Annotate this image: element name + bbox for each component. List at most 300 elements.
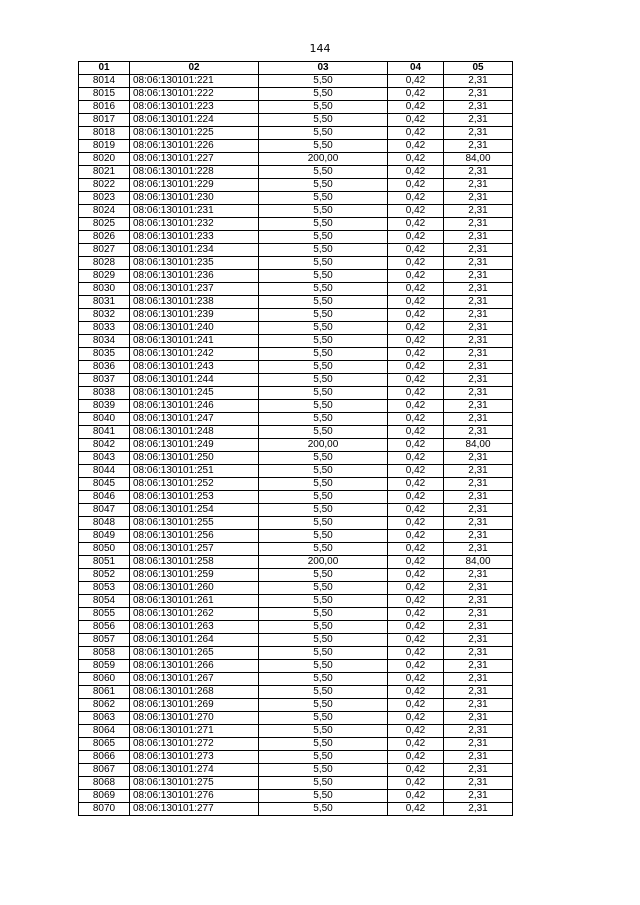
table-cell: 2,31 — [444, 777, 513, 790]
table-row — [79, 335, 513, 348]
table-cell: 0,42 — [388, 244, 444, 257]
table-cell: 0,42 — [388, 179, 444, 192]
table-cell: 0,42 — [388, 361, 444, 374]
table-row — [79, 582, 513, 595]
table-cell: 2,31 — [444, 673, 513, 686]
table-cell: 0,42 — [388, 699, 444, 712]
table-row — [79, 88, 513, 101]
table-row — [79, 530, 513, 543]
table-cell: 0,42 — [388, 660, 444, 673]
table-cell: 0,42 — [388, 166, 444, 179]
table-cell: 5,50 — [259, 608, 388, 621]
table-row — [79, 699, 513, 712]
table-cell: 0,42 — [388, 127, 444, 140]
table-cell: 5,50 — [259, 374, 388, 387]
table-cell: 84,00 — [444, 556, 513, 569]
table-cell: 0,42 — [388, 465, 444, 478]
table-cell: 0,42 — [388, 530, 444, 543]
table-cell: 8069 — [79, 790, 130, 803]
data-table — [78, 61, 513, 816]
table-cell: 0,42 — [388, 348, 444, 361]
column-header: 02 — [130, 62, 259, 75]
table-cell: 08:06:130101:277 — [130, 803, 259, 816]
table-cell: 08:06:130101:265 — [130, 647, 259, 660]
table-cell: 8023 — [79, 192, 130, 205]
table-cell: 08:06:130101:246 — [130, 400, 259, 413]
table-cell: 0,42 — [388, 621, 444, 634]
table-cell: 0,42 — [388, 725, 444, 738]
table-cell: 08:06:130101:234 — [130, 244, 259, 257]
table-cell: 5,50 — [259, 400, 388, 413]
table-cell: 5,50 — [259, 75, 388, 88]
table-cell: 8032 — [79, 309, 130, 322]
table-cell: 2,31 — [444, 764, 513, 777]
table-cell: 5,50 — [259, 686, 388, 699]
table-cell: 5,50 — [259, 569, 388, 582]
table-cell: 2,31 — [444, 75, 513, 88]
table-row — [79, 517, 513, 530]
table-cell: 8056 — [79, 621, 130, 634]
table-row — [79, 153, 513, 166]
table-cell: 8046 — [79, 491, 130, 504]
table-cell: 8027 — [79, 244, 130, 257]
table-cell: 8021 — [79, 166, 130, 179]
table-row — [79, 621, 513, 634]
table-cell: 2,31 — [444, 517, 513, 530]
table-row — [79, 478, 513, 491]
table-cell: 0,42 — [388, 88, 444, 101]
table-cell: 08:06:130101:259 — [130, 569, 259, 582]
table-cell: 0,42 — [388, 569, 444, 582]
table-cell: 2,31 — [444, 361, 513, 374]
table-cell: 0,42 — [388, 153, 444, 166]
table-cell: 5,50 — [259, 166, 388, 179]
table-cell: 08:06:130101:255 — [130, 517, 259, 530]
table-cell: 08:06:130101:240 — [130, 322, 259, 335]
table-cell: 5,50 — [259, 582, 388, 595]
table-row — [79, 361, 513, 374]
table-cell: 8064 — [79, 725, 130, 738]
table-cell: 2,31 — [444, 803, 513, 816]
table-cell: 8048 — [79, 517, 130, 530]
table-cell: 5,50 — [259, 231, 388, 244]
table-cell: 8070 — [79, 803, 130, 816]
table-row — [79, 673, 513, 686]
table-row — [79, 75, 513, 88]
table-cell: 08:06:130101:225 — [130, 127, 259, 140]
table-row — [79, 309, 513, 322]
table-cell: 08:06:130101:224 — [130, 114, 259, 127]
table-row — [79, 569, 513, 582]
table-row — [79, 686, 513, 699]
table-row — [79, 764, 513, 777]
table-cell: 08:06:130101:252 — [130, 478, 259, 491]
table-row — [79, 725, 513, 738]
table-cell: 0,42 — [388, 712, 444, 725]
table-cell: 2,31 — [444, 699, 513, 712]
table-cell: 8053 — [79, 582, 130, 595]
table-cell: 08:06:130101:262 — [130, 608, 259, 621]
table-row — [79, 127, 513, 140]
table-cell: 08:06:130101:227 — [130, 153, 259, 166]
table-cell: 2,31 — [444, 465, 513, 478]
table-cell: 5,50 — [259, 764, 388, 777]
table-cell: 8028 — [79, 257, 130, 270]
table-cell: 5,50 — [259, 309, 388, 322]
table-cell: 0,42 — [388, 374, 444, 387]
table-cell: 0,42 — [388, 283, 444, 296]
table-cell: 0,42 — [388, 426, 444, 439]
table-row — [79, 803, 513, 816]
table-cell: 0,42 — [388, 764, 444, 777]
table-cell: 8020 — [79, 153, 130, 166]
table-cell: 08:06:130101:247 — [130, 413, 259, 426]
table-cell: 5,50 — [259, 647, 388, 660]
table-cell: 0,42 — [388, 686, 444, 699]
table-cell: 8055 — [79, 608, 130, 621]
table-cell: 200,00 — [259, 153, 388, 166]
table-cell: 0,42 — [388, 673, 444, 686]
table-cell: 08:06:130101:231 — [130, 205, 259, 218]
table-cell: 8066 — [79, 751, 130, 764]
table-row — [79, 660, 513, 673]
table-row — [79, 777, 513, 790]
table-row — [79, 738, 513, 751]
table-cell: 8016 — [79, 101, 130, 114]
column-header: 01 — [79, 62, 130, 75]
table-cell: 8044 — [79, 465, 130, 478]
table-cell: 08:06:130101:253 — [130, 491, 259, 504]
table-cell: 0,42 — [388, 400, 444, 413]
table-cell: 5,50 — [259, 257, 388, 270]
table-cell: 2,31 — [444, 179, 513, 192]
table-cell: 2,31 — [444, 205, 513, 218]
table-cell: 2,31 — [444, 790, 513, 803]
table-cell: 8018 — [79, 127, 130, 140]
table-cell: 0,42 — [388, 647, 444, 660]
table-row — [79, 634, 513, 647]
table-cell: 08:06:130101:260 — [130, 582, 259, 595]
table-cell: 08:06:130101:248 — [130, 426, 259, 439]
table-cell: 200,00 — [259, 556, 388, 569]
table-row — [79, 179, 513, 192]
table-cell: 5,50 — [259, 790, 388, 803]
table-cell: 08:06:130101:221 — [130, 75, 259, 88]
table-cell: 0,42 — [388, 140, 444, 153]
table-cell: 0,42 — [388, 803, 444, 816]
table-row — [79, 140, 513, 153]
table-cell: 8017 — [79, 114, 130, 127]
table-cell: 0,42 — [388, 777, 444, 790]
table-cell: 0,42 — [388, 738, 444, 751]
table-cell: 08:06:130101:236 — [130, 270, 259, 283]
table-cell: 0,42 — [388, 790, 444, 803]
table-cell: 5,50 — [259, 634, 388, 647]
table-cell: 08:06:130101:256 — [130, 530, 259, 543]
table-cell: 2,31 — [444, 608, 513, 621]
table-row — [79, 400, 513, 413]
table-cell: 2,31 — [444, 348, 513, 361]
table-cell: 5,50 — [259, 387, 388, 400]
table-cell: 5,50 — [259, 101, 388, 114]
table-cell: 0,42 — [388, 491, 444, 504]
table-cell: 2,31 — [444, 387, 513, 400]
table-cell: 8067 — [79, 764, 130, 777]
table-cell: 8057 — [79, 634, 130, 647]
table-cell: 08:06:130101:270 — [130, 712, 259, 725]
table-cell: 2,31 — [444, 751, 513, 764]
table-cell: 2,31 — [444, 491, 513, 504]
table-row — [79, 439, 513, 452]
table-cell: 0,42 — [388, 192, 444, 205]
table-cell: 8054 — [79, 595, 130, 608]
table-cell: 08:06:130101:243 — [130, 361, 259, 374]
table-cell: 8047 — [79, 504, 130, 517]
table-cell: 8037 — [79, 374, 130, 387]
table-cell: 2,31 — [444, 478, 513, 491]
table-cell: 08:06:130101:222 — [130, 88, 259, 101]
table-cell: 0,42 — [388, 751, 444, 764]
table-header-row — [79, 62, 513, 75]
table-row — [79, 114, 513, 127]
table-cell: 5,50 — [259, 361, 388, 374]
table-cell: 0,42 — [388, 413, 444, 426]
table-cell: 8039 — [79, 400, 130, 413]
table-cell: 2,31 — [444, 712, 513, 725]
table-cell: 8019 — [79, 140, 130, 153]
table-body — [79, 75, 513, 816]
table-cell: 08:06:130101:251 — [130, 465, 259, 478]
table-cell: 5,50 — [259, 296, 388, 309]
table-cell: 0,42 — [388, 270, 444, 283]
table-cell: 5,50 — [259, 322, 388, 335]
table-cell: 2,31 — [444, 244, 513, 257]
table-cell: 0,42 — [388, 595, 444, 608]
table-cell: 8040 — [79, 413, 130, 426]
table-cell: 0,42 — [388, 387, 444, 400]
table-cell: 08:06:130101:267 — [130, 673, 259, 686]
table-row — [79, 322, 513, 335]
table-cell: 0,42 — [388, 218, 444, 231]
table-cell: 8026 — [79, 231, 130, 244]
table-cell: 8049 — [79, 530, 130, 543]
table-cell: 8041 — [79, 426, 130, 439]
table-cell: 5,50 — [259, 751, 388, 764]
table-cell: 8062 — [79, 699, 130, 712]
table-cell: 84,00 — [444, 153, 513, 166]
table-cell: 5,50 — [259, 283, 388, 296]
table-cell: 0,42 — [388, 322, 444, 335]
table-cell: 0,42 — [388, 439, 444, 452]
table-cell: 2,31 — [444, 582, 513, 595]
table-cell: 5,50 — [259, 244, 388, 257]
table-cell: 5,50 — [259, 465, 388, 478]
table-cell: 2,31 — [444, 192, 513, 205]
table-cell: 8051 — [79, 556, 130, 569]
table-cell: 8014 — [79, 75, 130, 88]
table-cell: 2,31 — [444, 218, 513, 231]
table-cell: 84,00 — [444, 439, 513, 452]
table-cell: 8015 — [79, 88, 130, 101]
table-cell: 2,31 — [444, 738, 513, 751]
table-cell: 5,50 — [259, 127, 388, 140]
table-row — [79, 491, 513, 504]
table-cell: 5,50 — [259, 452, 388, 465]
table-row — [79, 296, 513, 309]
table-row — [79, 192, 513, 205]
table-cell: 5,50 — [259, 699, 388, 712]
table-cell: 8043 — [79, 452, 130, 465]
table-cell: 0,42 — [388, 504, 444, 517]
table-cell: 8068 — [79, 777, 130, 790]
table-cell: 0,42 — [388, 634, 444, 647]
table-cell: 08:06:130101:238 — [130, 296, 259, 309]
table-row — [79, 595, 513, 608]
table-cell: 5,50 — [259, 179, 388, 192]
table-cell: 2,31 — [444, 634, 513, 647]
table-row — [79, 556, 513, 569]
table-cell: 8030 — [79, 283, 130, 296]
table-cell: 2,31 — [444, 621, 513, 634]
table-cell: 5,50 — [259, 621, 388, 634]
table-cell: 8036 — [79, 361, 130, 374]
table-cell: 5,50 — [259, 530, 388, 543]
table-row — [79, 413, 513, 426]
table-row — [79, 608, 513, 621]
table-cell: 08:06:130101:232 — [130, 218, 259, 231]
table-cell: 5,50 — [259, 517, 388, 530]
table-cell: 5,50 — [259, 803, 388, 816]
table-row — [79, 374, 513, 387]
table-cell: 2,31 — [444, 296, 513, 309]
table-row — [79, 231, 513, 244]
table-row — [79, 270, 513, 283]
table-cell: 2,31 — [444, 530, 513, 543]
table-cell: 0,42 — [388, 309, 444, 322]
table-cell: 08:06:130101:249 — [130, 439, 259, 452]
column-header: 04 — [388, 62, 444, 75]
table-cell: 5,50 — [259, 712, 388, 725]
table-cell: 2,31 — [444, 101, 513, 114]
table-cell: 5,50 — [259, 777, 388, 790]
table-cell: 2,31 — [444, 335, 513, 348]
table-cell: 2,31 — [444, 413, 513, 426]
table-cell: 2,31 — [444, 426, 513, 439]
table-cell: 5,50 — [259, 543, 388, 556]
table-cell: 0,42 — [388, 478, 444, 491]
table-cell: 08:06:130101:228 — [130, 166, 259, 179]
table-cell: 5,50 — [259, 270, 388, 283]
table-cell: 2,31 — [444, 660, 513, 673]
table-cell: 08:06:130101:272 — [130, 738, 259, 751]
table-cell: 8050 — [79, 543, 130, 556]
table-cell: 08:06:130101:276 — [130, 790, 259, 803]
table-cell: 0,42 — [388, 556, 444, 569]
table-cell: 8042 — [79, 439, 130, 452]
table-cell: 08:06:130101:229 — [130, 179, 259, 192]
table-cell: 2,31 — [444, 595, 513, 608]
table-row — [79, 166, 513, 179]
table-cell: 2,31 — [444, 543, 513, 556]
table-cell: 5,50 — [259, 504, 388, 517]
table-cell: 08:06:130101:261 — [130, 595, 259, 608]
table-cell: 5,50 — [259, 413, 388, 426]
table-cell: 8061 — [79, 686, 130, 699]
table-cell: 5,50 — [259, 660, 388, 673]
table-cell: 0,42 — [388, 114, 444, 127]
table-cell: 08:06:130101:250 — [130, 452, 259, 465]
table-cell: 8034 — [79, 335, 130, 348]
table-cell: 0,42 — [388, 101, 444, 114]
table-row — [79, 790, 513, 803]
table-row — [79, 257, 513, 270]
table-cell: 0,42 — [388, 582, 444, 595]
table-cell: 8022 — [79, 179, 130, 192]
table-cell: 0,42 — [388, 335, 444, 348]
table-row — [79, 452, 513, 465]
table-cell: 08:06:130101:242 — [130, 348, 259, 361]
table-cell: 5,50 — [259, 725, 388, 738]
table-cell: 5,50 — [259, 348, 388, 361]
table-cell: 08:06:130101:235 — [130, 257, 259, 270]
table-cell: 5,50 — [259, 114, 388, 127]
table-cell: 08:06:130101:264 — [130, 634, 259, 647]
table-cell: 0,42 — [388, 296, 444, 309]
table-cell: 08:06:130101:258 — [130, 556, 259, 569]
table-row — [79, 751, 513, 764]
table-cell: 08:06:130101:268 — [130, 686, 259, 699]
table-cell: 08:06:130101:226 — [130, 140, 259, 153]
table-cell: 8052 — [79, 569, 130, 582]
table-cell: 2,31 — [444, 400, 513, 413]
table-row — [79, 387, 513, 400]
table-cell: 5,50 — [259, 478, 388, 491]
table-cell: 2,31 — [444, 452, 513, 465]
table-cell: 08:06:130101:237 — [130, 283, 259, 296]
table-cell: 08:06:130101:244 — [130, 374, 259, 387]
table-cell: 5,50 — [259, 205, 388, 218]
table-cell: 08:06:130101:254 — [130, 504, 259, 517]
table-row — [79, 218, 513, 231]
table-row — [79, 465, 513, 478]
table-cell: 8033 — [79, 322, 130, 335]
table-cell: 8038 — [79, 387, 130, 400]
table-cell: 2,31 — [444, 257, 513, 270]
table-cell: 08:06:130101:274 — [130, 764, 259, 777]
table-cell: 5,50 — [259, 673, 388, 686]
table-cell: 2,31 — [444, 114, 513, 127]
table-row — [79, 426, 513, 439]
table-cell: 08:06:130101:223 — [130, 101, 259, 114]
table-row — [79, 101, 513, 114]
column-header: 05 — [444, 62, 513, 75]
table-cell: 08:06:130101:239 — [130, 309, 259, 322]
table-cell: 08:06:130101:266 — [130, 660, 259, 673]
table-cell: 5,50 — [259, 738, 388, 751]
table-cell: 8031 — [79, 296, 130, 309]
table-cell: 08:06:130101:273 — [130, 751, 259, 764]
table-cell: 2,31 — [444, 270, 513, 283]
table-cell: 08:06:130101:271 — [130, 725, 259, 738]
table-cell: 08:06:130101:269 — [130, 699, 259, 712]
table-cell: 5,50 — [259, 595, 388, 608]
table-cell: 2,31 — [444, 166, 513, 179]
page-number: 144 — [309, 42, 331, 55]
table-cell: 5,50 — [259, 426, 388, 439]
table-row — [79, 647, 513, 660]
table-row — [79, 244, 513, 257]
column-header: 03 — [259, 62, 388, 75]
